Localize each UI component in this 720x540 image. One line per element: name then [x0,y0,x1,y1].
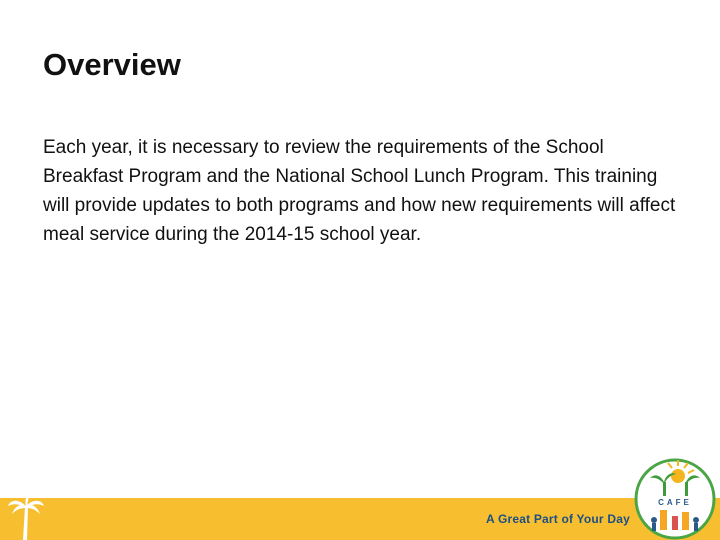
cafe-logo-label: CAFE [658,498,692,507]
slide-body-text: Each year, it is necessary to review the requirements of the School Breakfast Program and the National School Lunch Program. This training will provide updates to both programs and how new requirements will affect meal service during the 2014-15 school year. [43,137,676,245]
slide-title: Overview [43,47,181,82]
palm-tree-icon [6,492,46,540]
cafe-logo [632,456,718,540]
footer-tagline: A Great Part of Your Day [486,512,630,526]
